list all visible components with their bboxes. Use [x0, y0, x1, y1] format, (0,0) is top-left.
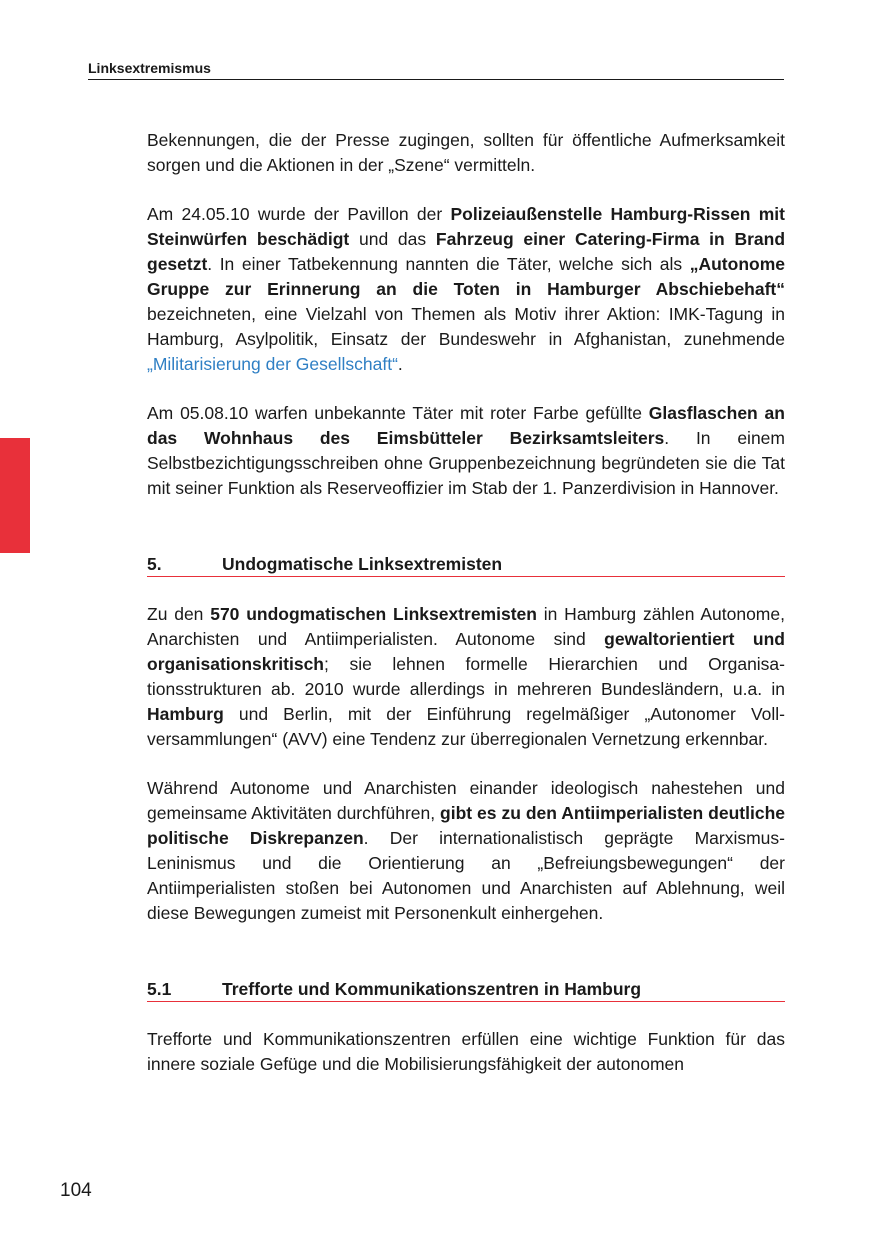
bold-run: gewaltorientiert und organisationskritisch — [147, 629, 785, 674]
text-run: Trefforte und Kommunikationszentren erfüllen eine wichtige Funktion für das innere soziale Gefüge und die Mobilisierungsfähigkeit der autonomen — [147, 1029, 785, 1074]
text-run: in Hamburg zählen Autonome, Anarchisten und Antiimperialisten. Autonome sind — [147, 604, 785, 649]
bold-run: 570 undogmatischen Linksextremisten — [210, 604, 537, 624]
section-number: 5. — [147, 554, 162, 574]
text-run: ; sie lehnen formelle Hierarchien und Organisationsstrukturen ab. 2010 wurde allerdings in mehreren Bundesländern, u.a. in — [147, 654, 785, 699]
section-title: Trefforte und Kommunikationszentren in Hamburg — [222, 979, 642, 999]
chapter-marker-tab — [0, 438, 30, 553]
glossary-link[interactable]: „Militarisierung der Gesellschaft“ — [147, 354, 398, 374]
paragraph-4 — [147, 602, 785, 752]
text-run: . — [397, 354, 403, 374]
section-heading-5 — [147, 553, 785, 577]
bold-run: Hamburg — [147, 704, 224, 724]
section-heading-5-1 — [147, 978, 785, 1002]
page-number: 104 — [60, 1180, 92, 1201]
text-run: Am 24.05.10 wurde der Pavillon der — [147, 204, 451, 224]
running-head — [88, 60, 784, 80]
text-run: Während Autonome und Anarchisten einander ideologisch nahestehen und gemeinsame Aktivitäten durchführen, — [147, 778, 785, 823]
section-number: 5.1 — [147, 979, 172, 999]
running-title: Linksextremismus — [88, 60, 211, 76]
paragraph-5 — [147, 776, 785, 926]
text-run: . In einer Tatbekennung nannten die Täter, welche sich als — [207, 254, 690, 274]
bold-run: Fahrzeug einer Catering-Firma in Brand gesetzt — [147, 229, 786, 274]
bold-run: gibt es zu den Antiimperialisten deutliche politische Diskrepanzen — [147, 803, 785, 848]
paragraph-3 — [147, 401, 785, 501]
main-content — [147, 128, 785, 1101]
paragraph-6 — [147, 1027, 785, 1077]
text-run: und das — [349, 229, 436, 249]
text-run: Am 05.08.10 warfen unbekannte Täter mit roter Farbe gefüllte — [147, 403, 649, 423]
text-run: bezeichneten, eine Vielzahl von Themen als Motiv ihrer Aktion: IMK-Tagung in Hamburg, Asylpolitik, Einsatz der Bundeswehr in Afghanistan, zunehmende — [147, 304, 785, 349]
bold-run: Polizeiaußenstelle Hamburg-Rissen mit Steinwürfen beschädigt — [147, 204, 785, 249]
bold-run: „Autonome Gruppe zur Erinnerung an die Toten in Hamburger Abschiebehaft“ — [147, 254, 785, 299]
text-run: und Berlin, mit der Einführung regelmäßiger „Autonomer Vollversammlungen“ (AVV) eine Tendenz zur überregionalen Vernetzung erkennbar. — [147, 704, 785, 749]
text-run: Bekennungen, die der Presse zugingen, sollten für öffentliche Aufmerksamkeit sorgen und die Aktionen in der „Szene“ vermitteln. — [147, 130, 785, 175]
paragraph-2 — [147, 202, 785, 377]
paragraph-1 — [147, 128, 785, 178]
bold-run: Glasflaschen an das Wohnhaus des Eimsbütteler Bezirksamtsleiters — [147, 403, 785, 448]
text-run: Zu den — [147, 604, 211, 624]
section-title: Undogmatische Linksextremisten — [222, 554, 503, 574]
text-run: . In einem Selbstbezichtigungsschreiben ohne Gruppenbezeichnung begründeten sie die Tat mit seiner Funktion als Reserveoffizier im Stab der 1. Panzerdivision in Hannover. — [147, 428, 785, 498]
text-run: . Der internationalistisch geprägte Marxismus-Leninismus und die Orientierung an „Befreiungsbewegungen“ der Antiimperialisten stoßen bei Autonomen und Anarchisten auf Ablehnung, weil diese Bewegungen zumeist mit Personenkult einhergehen. — [147, 828, 785, 923]
